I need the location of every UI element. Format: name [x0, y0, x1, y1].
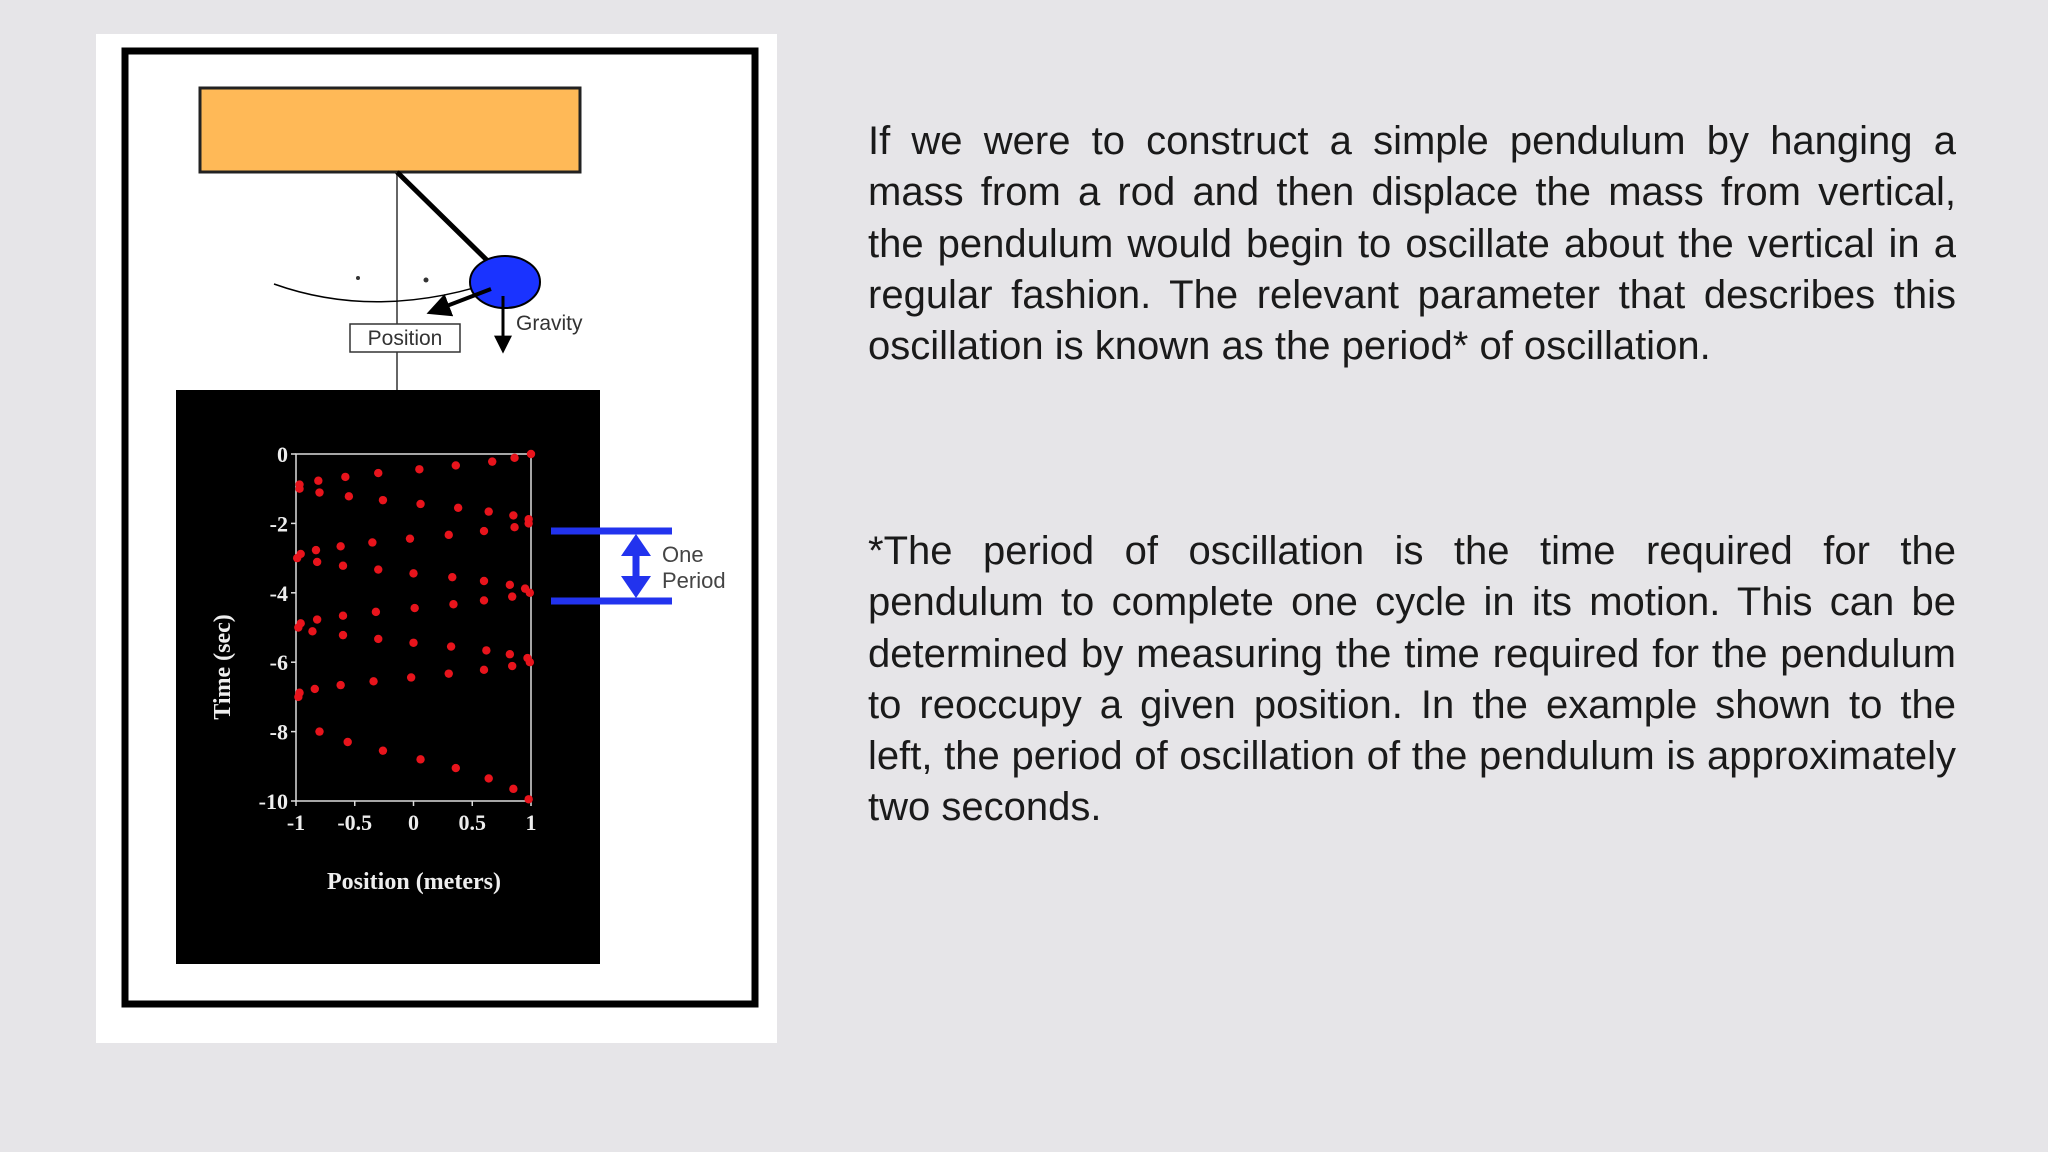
data-point	[313, 558, 321, 566]
data-point	[374, 565, 382, 573]
data-point	[308, 627, 316, 635]
data-point	[410, 604, 418, 612]
data-point	[445, 669, 453, 677]
data-point	[313, 615, 321, 623]
data-point	[524, 519, 532, 527]
data-point	[445, 531, 453, 539]
x-tick-label: -1	[286, 810, 306, 835]
y-tick-label: -4	[269, 580, 288, 606]
data-point	[294, 623, 302, 631]
data-point	[369, 677, 377, 685]
x-tick-label: 0.5	[458, 810, 486, 835]
data-point	[480, 577, 488, 585]
data-point	[336, 681, 344, 689]
data-point	[510, 523, 518, 531]
position-label: Position	[367, 327, 443, 350]
data-point	[339, 612, 347, 620]
data-point	[374, 469, 382, 477]
data-point	[509, 785, 517, 793]
data-point	[339, 562, 347, 570]
data-point	[447, 642, 455, 650]
pendulum-support-bar	[200, 88, 580, 172]
data-point	[485, 507, 493, 515]
data-point	[509, 511, 517, 519]
data-point	[527, 450, 535, 458]
data-point	[488, 457, 496, 465]
x-tick-label: 0	[408, 810, 419, 835]
y-tick-label: -2	[269, 511, 288, 537]
data-point	[480, 666, 488, 674]
data-point	[416, 755, 424, 763]
data-point	[508, 662, 516, 670]
data-point	[368, 538, 376, 546]
data-point	[379, 496, 387, 504]
data-point	[407, 673, 415, 681]
data-point	[409, 639, 417, 647]
data-point	[506, 581, 514, 589]
data-point	[454, 504, 462, 512]
y-tick-label: 0	[277, 442, 288, 467]
data-point	[452, 461, 460, 469]
data-point	[485, 774, 493, 782]
data-point	[295, 485, 303, 493]
data-point	[526, 589, 534, 597]
data-point	[345, 492, 353, 500]
y-axis-title: Time (sec)	[210, 614, 236, 720]
y-tick-label: -6	[269, 650, 288, 676]
x-axis-title: Position (meters)	[327, 869, 501, 895]
data-point	[314, 477, 322, 485]
data-point	[293, 554, 301, 562]
paragraph-period-definition: *The period of oscillation is the time required for the pendulum to complete one cycle in its motion. This can be determined by measuring the time required for the pendulum to reoccupy a given position. In the example shown to the left, the period of oscillation of the pendulum is approximately two seconds.	[868, 529, 1956, 830]
arc-marker-dot	[424, 278, 429, 283]
data-point	[311, 685, 319, 693]
data-point	[506, 650, 514, 658]
period-label-line-2: Period	[662, 568, 726, 593]
data-point	[344, 738, 352, 746]
data-point	[482, 646, 490, 654]
data-point	[480, 527, 488, 535]
gravity-label: Gravity	[516, 312, 583, 335]
y-tick-label: -8	[269, 719, 288, 745]
data-point	[508, 592, 516, 600]
data-point	[416, 500, 424, 508]
data-point	[510, 454, 518, 462]
data-point	[294, 693, 302, 701]
data-point	[339, 631, 347, 639]
data-point	[448, 573, 456, 581]
pendulum-bob	[470, 256, 540, 308]
data-point	[409, 569, 417, 577]
data-point	[449, 600, 457, 608]
data-point	[315, 727, 323, 735]
data-point	[379, 746, 387, 754]
pendulum-figure	[96, 34, 777, 1043]
period-label-line-1: One	[662, 542, 704, 567]
data-point	[315, 488, 323, 496]
y-tick-label: -10	[258, 789, 288, 814]
data-point	[415, 465, 423, 473]
data-point	[374, 635, 382, 643]
data-point	[452, 764, 460, 772]
data-point	[406, 534, 414, 542]
figure-panel	[96, 34, 777, 1043]
x-tick-label: 1	[525, 810, 537, 835]
data-point	[341, 473, 349, 481]
data-point	[312, 546, 320, 554]
x-tick-label: -0.5	[337, 810, 373, 835]
paragraph-intro: If we were to construct a simple pendulum by hanging a mass from a rod and then displace the mass from vertical, the pendulum would begin to oscillate about the vertical in a regular fashion. The relevant parameter that describes this oscillation is known as the period* of oscillation.	[868, 119, 1956, 369]
arc-marker-dot	[356, 276, 360, 280]
data-point	[336, 542, 344, 550]
data-point	[480, 596, 488, 604]
data-point	[526, 658, 534, 666]
data-point	[524, 795, 532, 803]
data-point	[372, 608, 380, 616]
